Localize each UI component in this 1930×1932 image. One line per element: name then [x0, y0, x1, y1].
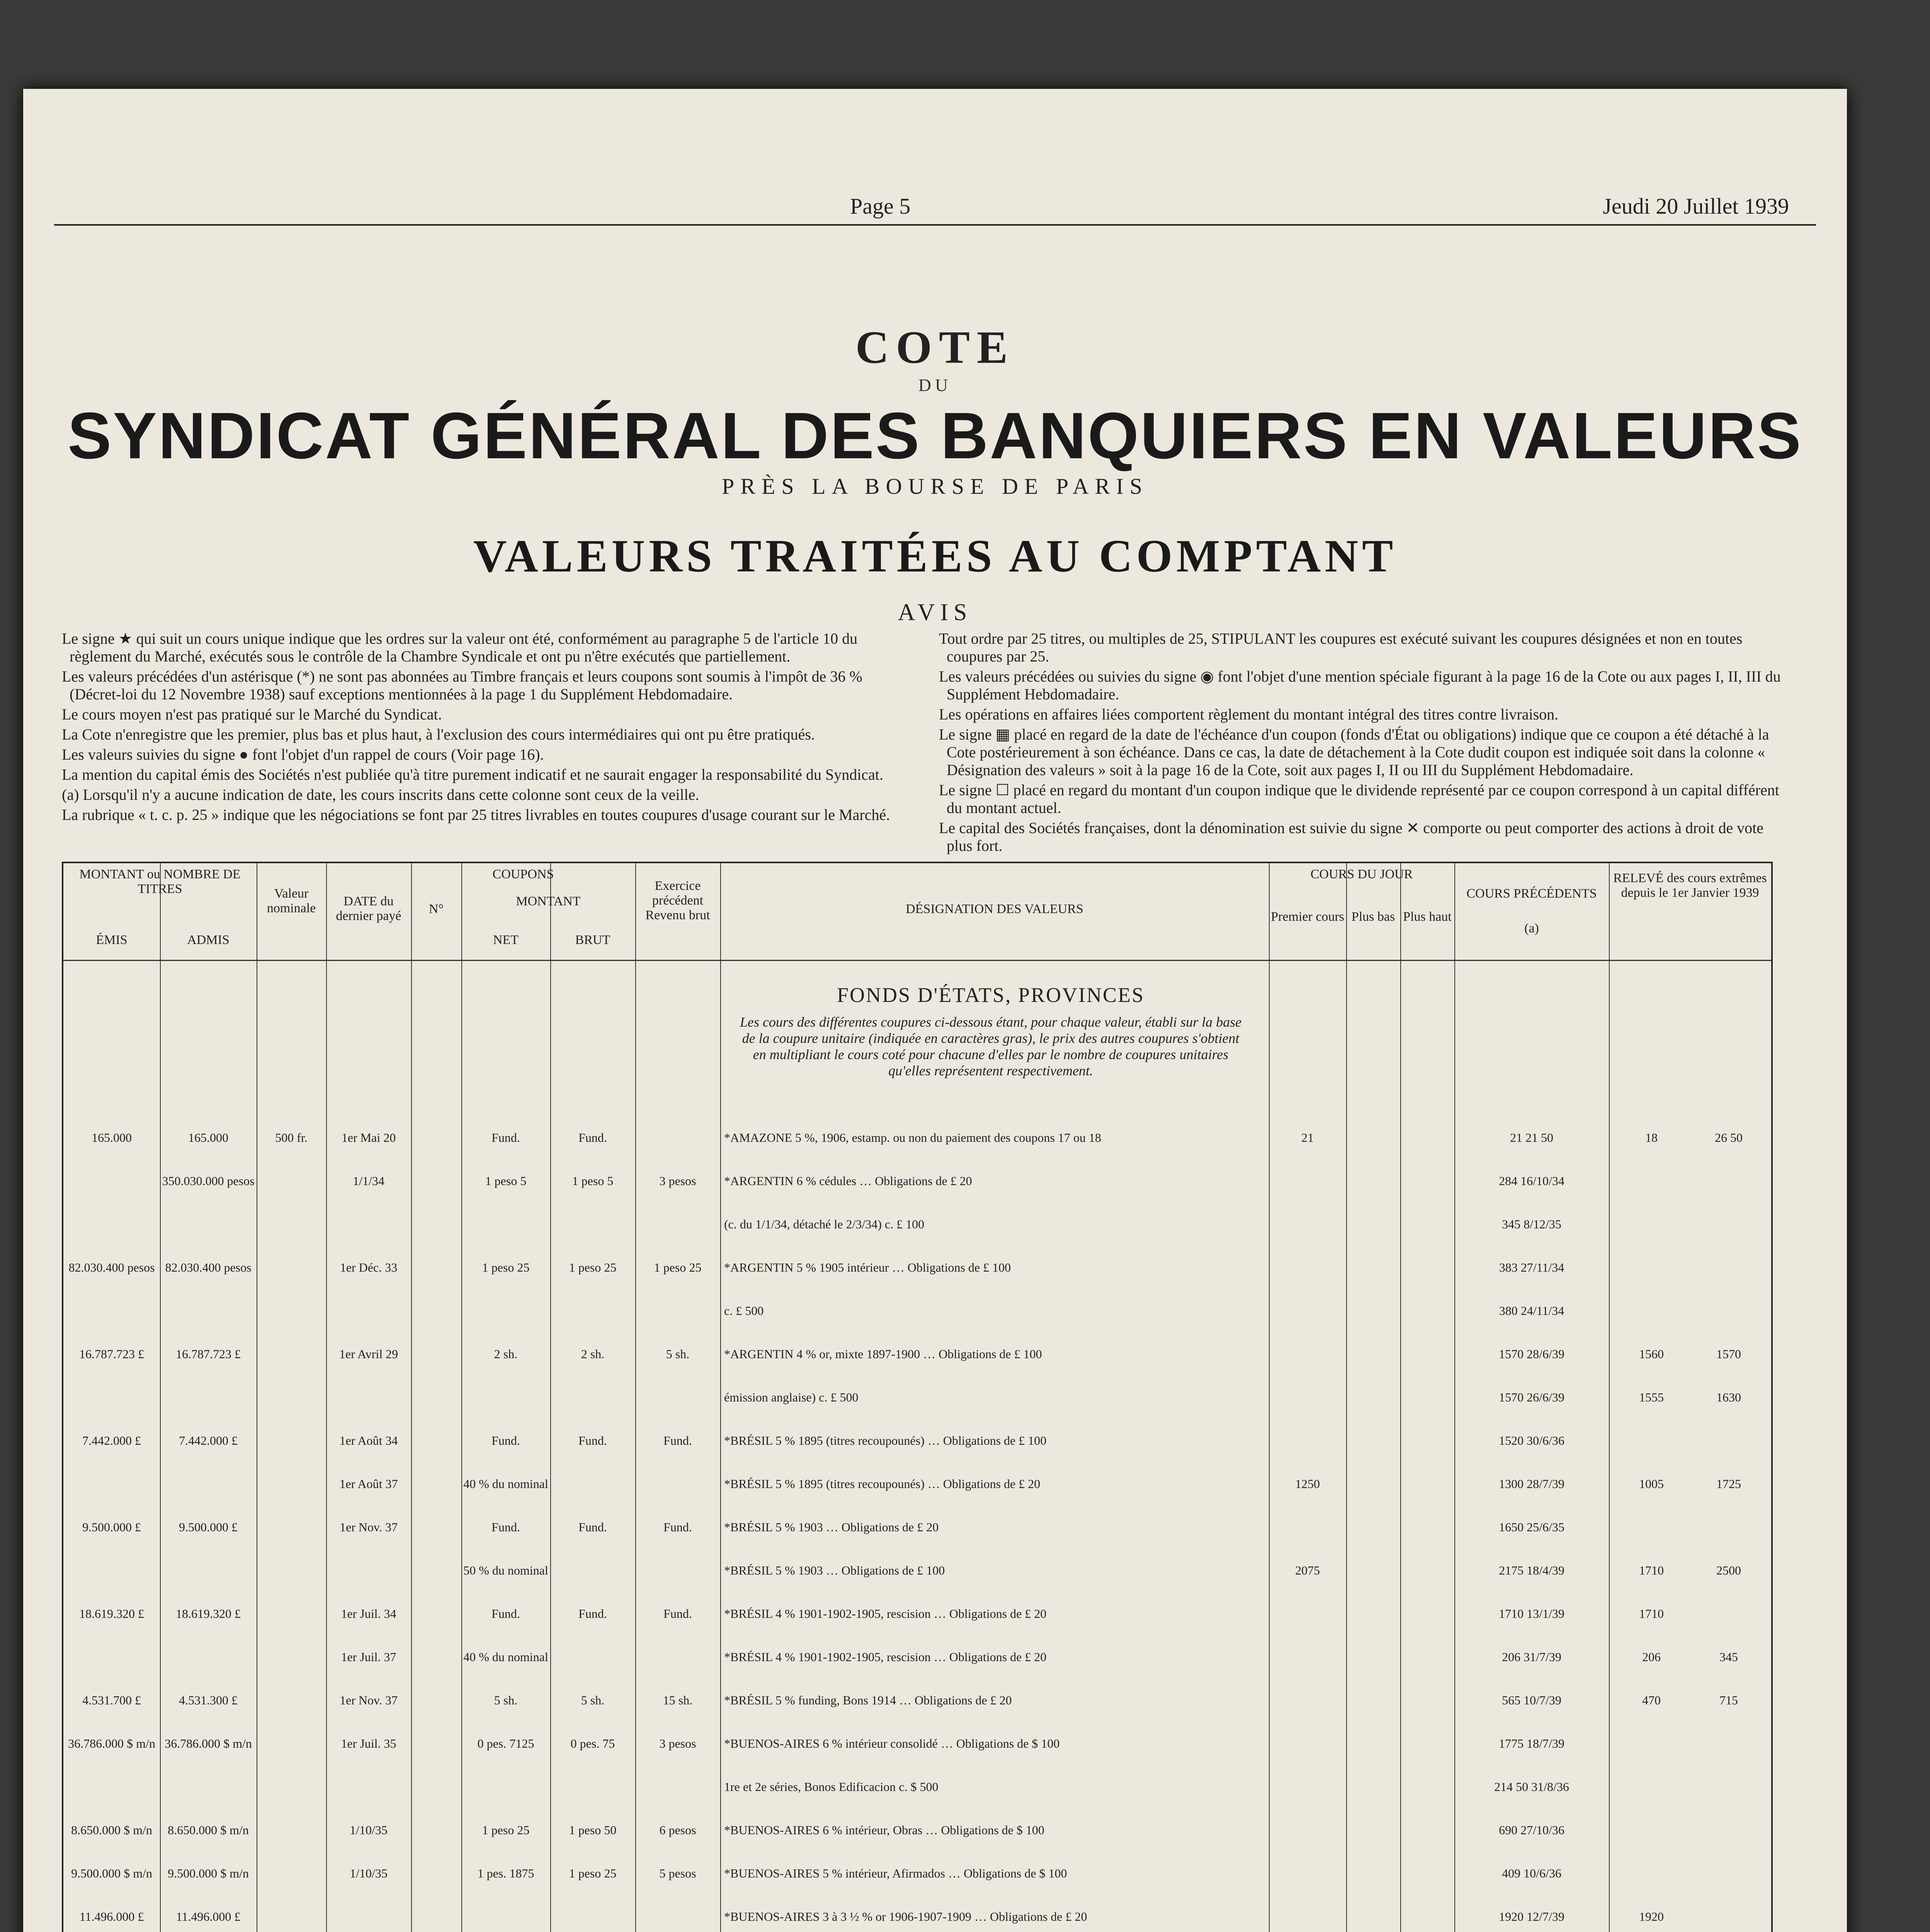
- cell-ex: Fund.: [663, 1434, 692, 1447]
- cell-emis: 18.619.320 £: [79, 1607, 144, 1621]
- header-no: N°: [429, 902, 444, 916]
- table-row: [63, 1346, 1771, 1362]
- cell-prec: 383 27/11/34: [1499, 1260, 1564, 1274]
- cell-desig: *BUENOS-AIRES 6 % intérieur consolidé … Obligations de $ 100: [724, 1736, 1060, 1750]
- cell-prec: 214 50 31/8/36: [1494, 1780, 1569, 1794]
- header-bas: Plus bas: [1351, 910, 1395, 924]
- header-precedents-a: (a): [1524, 921, 1539, 935]
- page-header: [23, 185, 1847, 220]
- header-cours-jour: COURS DU JOUR: [1310, 867, 1413, 881]
- cell-net: Fund.: [491, 1520, 520, 1534]
- cell-p1: 21: [1301, 1131, 1314, 1145]
- cell-desig: émission anglaise) c. £ 500: [724, 1390, 859, 1404]
- table-row: [63, 1563, 1771, 1578]
- table-row: [63, 1173, 1771, 1189]
- cell-admis: 36.786.000 $ m/n: [165, 1736, 252, 1750]
- cell-date: 1er Nov. 37: [340, 1520, 398, 1534]
- cell-admis: 18.619.320 £: [176, 1607, 241, 1621]
- header-releve: RELEVÉ des cours extrêmes depuis le 1er Janvier 1939: [1613, 871, 1767, 900]
- cell-net: 1 peso 25: [482, 1260, 530, 1274]
- cell-net: 50 % du nominal: [463, 1563, 548, 1577]
- cell-net: 1 peso 25: [482, 1823, 530, 1837]
- cell-brut: Fund.: [578, 1607, 607, 1621]
- cell-lo: 1555: [1639, 1390, 1664, 1404]
- table-row: [63, 1303, 1771, 1318]
- header-haut: Plus haut: [1403, 910, 1452, 924]
- cell-prec: 1650 25/6/35: [1499, 1520, 1564, 1534]
- cell-admis: 16.787.723 £: [176, 1347, 241, 1361]
- cell-prec: 1570 26/6/39: [1499, 1390, 1564, 1404]
- header-precedents: COURS PRÉCÉDENTS: [1466, 886, 1597, 901]
- header-montant: MONTANT ou NOMBRE DE TITRES: [79, 867, 241, 896]
- note-paragraph: Le signe ▦ placé en regard de la date de l'échéance d'un coupon (fonds d'État ou obligations) indique que ce coupon a été détaché à la Cote postérieurement à son échéance. Dans ce cas, la date de détachement à la Cote dudit coupon est indiquée soit dans la colonne « Désignation des valeurs » soit à la page 16 de la Cote, soit aux pages I, II ou III du Supplément Hebdomadaire.: [939, 726, 1769, 779]
- cell-net: Fund.: [491, 1607, 520, 1621]
- header-date: DATE du dernier payé: [336, 894, 401, 923]
- cell-prec: 380 24/11/34: [1499, 1304, 1564, 1318]
- cell-prec: 409 10/6/36: [1502, 1866, 1561, 1880]
- cell-p1: 2075: [1295, 1563, 1320, 1577]
- cell-emis: 7.442.000 £: [82, 1434, 141, 1447]
- cell-hi: 715: [1719, 1693, 1738, 1707]
- cell-date: 1/10/35: [350, 1866, 388, 1880]
- cell-hi: 345: [1719, 1650, 1738, 1664]
- cell-net: Fund.: [491, 1131, 520, 1145]
- cell-emis: 9.500.000 £: [82, 1520, 141, 1534]
- table-row: [63, 1519, 1771, 1535]
- cell-emis: 11.496.000 £: [79, 1910, 144, 1923]
- title-valeurs: VALEURS TRAITÉES AU COMPTANT: [473, 530, 1397, 582]
- cell-emis: 9.500.000 $ m/n: [71, 1866, 152, 1880]
- table-row: [63, 1692, 1771, 1708]
- cell-lo: 1710: [1639, 1563, 1664, 1577]
- title-syndicat: SYNDICAT GÉNÉRAL DES BANQUIERS EN VALEURS: [67, 399, 1803, 473]
- cell-desig: *BRÉSIL 5 % 1903 … Obligations de £ 20: [724, 1520, 939, 1534]
- cell-prec: 1300 28/7/39: [1499, 1477, 1564, 1491]
- cell-val: 500 fr.: [275, 1131, 308, 1145]
- page-date: Jeudi 20 Juillet 1939: [1603, 194, 1789, 219]
- cell-prec: 2175 18/4/39: [1499, 1563, 1564, 1577]
- table-row: [63, 1216, 1771, 1232]
- cell-desig: *BRÉSIL 5 % 1903 … Obligations de £ 100: [724, 1563, 945, 1577]
- cell-net: 40 % du nominal: [463, 1650, 548, 1664]
- cell-admis: 11.496.000 £: [176, 1910, 241, 1923]
- cell-date: 1er Avril 29: [339, 1347, 398, 1361]
- note-paragraph: Le signe ☐ placé en regard du montant d'un coupon indique que le dividende représenté par ce coupon correspond à un capital différent du montant actuel.: [939, 781, 1779, 816]
- table-row: [63, 1260, 1771, 1275]
- cell-hi: 26 50: [1715, 1131, 1743, 1145]
- header-brut: BRUT: [575, 933, 610, 947]
- cell-date: 1er Juil. 35: [341, 1736, 396, 1750]
- cell-desig: *BRÉSIL 5 % funding, Bons 1914 … Obligations de £ 20: [724, 1693, 1012, 1707]
- table-row: [63, 1606, 1771, 1621]
- cell-desig: *ARGENTIN 5 % 1905 intérieur … Obligations de £ 100: [724, 1260, 1011, 1274]
- cell-brut: 5 sh.: [581, 1693, 605, 1707]
- title-cote: COTE: [855, 321, 1015, 373]
- note-paragraph: Le cours moyen n'est pas pratiqué sur le Marché du Syndicat.: [62, 706, 442, 723]
- cell-ex: 3 pesos: [659, 1736, 696, 1750]
- section-subtitle: Les cours des différentes coupures ci-dessous étant, pour chaque valeur, établi sur la base de la coupure unitaire (indiquée en caractères gras), le prix des autres coupures s'obtient en multipliant le cours coté pour chacune d'elles par le nombre de coupures unitaires qu'elles représentent respectivement.: [740, 1014, 1242, 1078]
- cell-desig: c. £ 500: [724, 1304, 764, 1318]
- notes-left: [62, 630, 912, 826]
- cell-desig: *BRÉSIL 4 % 1901-1902-1905, rescision … Obligations de £ 20: [724, 1650, 1047, 1664]
- note-paragraph: Tout ordre par 25 titres, ou multiples de 25, STIPULANT les coupures est exécuté suivant les coupures désignées et non en toutes coupures par 25.: [939, 630, 1743, 665]
- cell-date: 1er Juil. 34: [341, 1607, 396, 1621]
- quote-table: [62, 862, 1773, 1932]
- cell-emis: 8.650.000 $ m/n: [71, 1823, 152, 1837]
- cell-date: 1/10/35: [350, 1823, 388, 1837]
- note-paragraph: La rubrique « t. c. p. 25 » indique que les négociations se font par 25 titres livrables en toutes coupures d'usage courant sur le Marché.: [62, 806, 890, 823]
- table-row: [63, 1130, 1771, 1145]
- cell-lo: 1920: [1639, 1910, 1664, 1923]
- cell-hi: 1570: [1716, 1347, 1741, 1361]
- cell-prec: 284 16/10/34: [1499, 1174, 1564, 1188]
- cell-net: 2 sh.: [494, 1347, 518, 1361]
- cell-net: Fund.: [491, 1434, 520, 1447]
- notes-right: [939, 630, 1789, 857]
- cell-date: 1er Mai 20: [341, 1131, 396, 1145]
- cell-prec: 21 21 50: [1510, 1131, 1553, 1145]
- header-coupons: COUPONS: [492, 867, 554, 881]
- cell-brut: 1 peso 50: [569, 1823, 617, 1837]
- cell-brut: Fund.: [578, 1131, 607, 1145]
- cell-desig: *BRÉSIL 5 % 1895 (titres recoupounés) … Obligations de £ 20: [724, 1477, 1041, 1491]
- cell-desig: *BUENOS-AIRES 5 % intérieur, Afirmados … Obligations de $ 100: [724, 1866, 1067, 1880]
- cell-p1: 1250: [1295, 1477, 1320, 1491]
- cell-desig: *BRÉSIL 5 % 1895 (titres recoupounés) … Obligations de £ 100: [724, 1434, 1047, 1447]
- cell-ex: 6 pesos: [659, 1823, 696, 1837]
- cell-emis: 16.787.723 £: [79, 1347, 144, 1361]
- note-paragraph: Les valeurs précédées ou suivies du signe ◉ font l'objet d'une mention spéciale figurant à la page 16 de la Cote ou aux pages I, II, III du Supplément Hebdomadaire.: [939, 668, 1781, 703]
- cell-net: 40 % du nominal: [463, 1477, 548, 1491]
- table-row: [63, 1736, 1771, 1751]
- table-row: [63, 1476, 1771, 1492]
- cell-hi: 1630: [1716, 1390, 1741, 1404]
- cell-prec: 1920 12/7/39: [1499, 1910, 1564, 1923]
- cell-emis: 82.030.400 pesos: [68, 1260, 155, 1274]
- cell-date: 1er Juil. 37: [341, 1650, 396, 1664]
- cell-admis: 4.531.300 £: [179, 1693, 238, 1707]
- cell-lo: 1005: [1639, 1477, 1664, 1491]
- cell-date: 1er Déc. 33: [340, 1260, 398, 1274]
- title-du: DU: [918, 375, 952, 395]
- cell-admis: 350.030.000 pesos: [162, 1174, 255, 1188]
- cell-emis: 165.000: [92, 1131, 132, 1145]
- cell-brut: 1 peso 25: [569, 1866, 617, 1880]
- table-row: [63, 1389, 1771, 1405]
- cell-emis: 36.786.000 $ m/n: [68, 1736, 155, 1750]
- cell-ex: 5 pesos: [659, 1866, 696, 1880]
- cell-brut: 2 sh.: [581, 1347, 605, 1361]
- cell-admis: 9.500.000 £: [179, 1520, 238, 1534]
- header-admis: ADMIS: [187, 933, 230, 947]
- cell-hi: 2500: [1716, 1563, 1741, 1577]
- table-row: [63, 1779, 1771, 1794]
- table-row: [63, 1433, 1771, 1448]
- cell-brut: Fund.: [578, 1434, 607, 1447]
- cell-desig: (c. du 1/1/34, détaché le 2/3/34) c. £ 100: [724, 1217, 925, 1231]
- cell-lo: 470: [1642, 1693, 1661, 1707]
- cell-desig: *BRÉSIL 4 % 1901-1902-1905, rescision … Obligations de £ 20: [724, 1607, 1047, 1621]
- note-paragraph: Le capital des Sociétés françaises, dont la dénomination est suivie du signe ✕ comporte ou peut comporter des actions à droit de vote plus fort.: [939, 819, 1764, 854]
- cell-date: 1/1/34: [353, 1174, 384, 1188]
- header-rule: [54, 224, 1816, 226]
- header-premier: Premier cours: [1271, 910, 1344, 924]
- title-avis: AVIS: [898, 599, 973, 626]
- cell-ex: Fund.: [663, 1520, 692, 1534]
- cell-desig: *ARGENTIN 4 % or, mixte 1897-1900 … Obligations de £ 100: [724, 1347, 1042, 1361]
- cell-desig: *BUENOS-AIRES 6 % intérieur, Obras … Obligations de $ 100: [724, 1823, 1044, 1837]
- cell-hi: 1725: [1716, 1477, 1741, 1491]
- cell-brut: Fund.: [578, 1520, 607, 1534]
- cell-admis: 165.000: [188, 1131, 228, 1145]
- cell-prec: 1570 28/6/39: [1499, 1347, 1564, 1361]
- cell-net: 1 peso 5: [485, 1174, 527, 1188]
- cell-desig: *ARGENTIN 6 % cédules … Obligations de £ 20: [724, 1174, 972, 1188]
- cell-desig: *BUENOS-AIRES 3 à 3 ½ % or 1906-1907-1909 … Obligations de £ 20: [724, 1910, 1087, 1923]
- cell-lo: 1560: [1639, 1347, 1664, 1361]
- cell-brut: 1 peso 5: [572, 1174, 614, 1188]
- header-net: NET: [493, 933, 519, 947]
- cell-prec: 1775 18/7/39: [1499, 1736, 1564, 1750]
- page-number: Page 5: [850, 194, 911, 219]
- cell-date: 1er Août 34: [339, 1434, 398, 1447]
- cell-ex: 5 sh.: [666, 1347, 690, 1361]
- table-row: [63, 1909, 1771, 1924]
- table-row: [63, 1649, 1771, 1665]
- cell-admis: 82.030.400 pesos: [165, 1260, 252, 1274]
- note-paragraph: (a) Lorsqu'il n'y a aucune indication de date, les cours inscrits dans cette colonne sont ceux de la veille.: [62, 786, 699, 803]
- table-row: [63, 1822, 1771, 1838]
- note-paragraph: La Cote n'enregistre que les premier, plus bas et plus haut, à l'exclusion des cours intermédiaires qui ont pu être pratiqués.: [62, 726, 815, 743]
- cell-net: 0 pes. 7125: [477, 1736, 534, 1750]
- note-paragraph: Les valeurs suivies du signe ● font l'objet d'un rappel de cours (Voir page 16).: [62, 746, 544, 763]
- cell-ex: 1 peso 25: [654, 1260, 702, 1274]
- header-emis: ÉMIS: [96, 933, 128, 947]
- cell-prec: 345 8/12/35: [1502, 1217, 1561, 1231]
- note-paragraph: Les valeurs précédées d'un astérisque (*) ne sont pas abonnées au Timbre français et leurs coupons sont soumis à l'impôt de 36 % (Décret-loi du 12 Novembre 1938) sauf exceptions mentionnées à la page 1 du Supplément Hebdomadaire.: [62, 668, 862, 703]
- cell-emis: 4.531.700 £: [82, 1693, 141, 1707]
- cell-prec: 1520 30/6/36: [1499, 1434, 1564, 1447]
- note-paragraph: Les opérations en affaires liées comportent règlement du montant intégral des titres contre livraison.: [939, 706, 1559, 723]
- cell-prec: 1710 13/1/39: [1499, 1607, 1564, 1621]
- cell-brut: 1 peso 25: [569, 1260, 617, 1274]
- cell-desig: *AMAZONE 5 %, 1906, estamp. ou non du paiement des coupons 17 ou 18: [724, 1131, 1101, 1145]
- cell-prec: 206 31/7/39: [1502, 1650, 1561, 1664]
- cell-date: 1er Nov. 37: [340, 1693, 398, 1707]
- cell-desig: 1re et 2e séries, Bonos Edificacion c. $ 500: [724, 1780, 939, 1794]
- cell-lo: 18: [1645, 1131, 1658, 1145]
- header-exercice: Exercice précédent Revenu brut: [645, 879, 710, 922]
- header-valeur: Valeur nominale: [267, 886, 316, 915]
- cell-brut: 0 pes. 75: [570, 1736, 615, 1750]
- cell-ex: 3 pesos: [659, 1174, 696, 1188]
- cell-admis: 7.442.000 £: [179, 1434, 238, 1447]
- cell-ex: Fund.: [663, 1607, 692, 1621]
- note-paragraph: Le signe ★ qui suit un cours unique indique que les ordres sur la valeur ont été, conformément au paragraphe 5 de l'article 10 du règlement du Marché, exécutés sous le contrôle de la Chambre Syndicale et ont pu n'être exécutés que partiellement.: [62, 630, 858, 665]
- header-montant-coupon: MONTANT: [516, 894, 581, 908]
- newspaper-page: [23, 89, 1847, 1932]
- table-row: [63, 1866, 1771, 1881]
- header-designation: DÉSIGNATION DES VALEURS: [906, 902, 1083, 916]
- cell-net: 5 sh.: [494, 1693, 518, 1707]
- cell-date: 1er Août 37: [339, 1477, 398, 1491]
- cell-ex: 15 sh.: [663, 1693, 693, 1707]
- section-title: FONDS D'ÉTATS, PROVINCES: [837, 983, 1145, 1007]
- note-paragraph: La mention du capital émis des Sociétés n'est publiée qu'à titre purement indicatif et ne saurait engager la responsabilité du Syndicat.: [62, 766, 883, 783]
- cell-lo: 1710: [1639, 1607, 1664, 1621]
- cell-prec: 565 10/7/39: [1502, 1693, 1561, 1707]
- cell-prec: 690 27/10/36: [1499, 1823, 1564, 1837]
- cell-admis: 8.650.000 $ m/n: [168, 1823, 249, 1837]
- title-pres: PRÈS LA BOURSE DE PARIS: [722, 474, 1148, 499]
- cell-admis: 9.500.000 $ m/n: [168, 1866, 249, 1880]
- cell-net: 1 pes. 1875: [477, 1866, 534, 1880]
- cell-lo: 206: [1642, 1650, 1661, 1664]
